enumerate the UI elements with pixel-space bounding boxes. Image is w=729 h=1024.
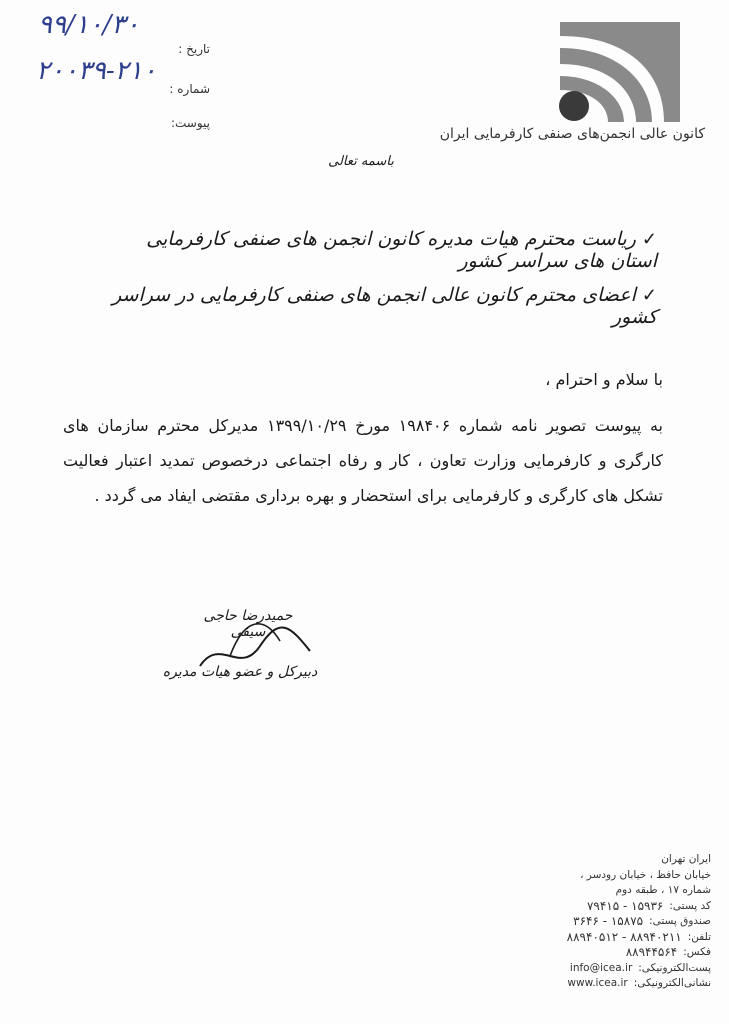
date-label: تاریخ : — [178, 42, 210, 56]
postal-code: کد پستی: ۷۹۴۱۵ - ۱۵۹۳۶ — [586, 898, 711, 913]
checkmark-icon: ✓ — [641, 285, 657, 306]
contact-info — [511, 852, 711, 992]
signer-name: حمیدرضا حاجی سیفی — [203, 608, 293, 640]
checkmark-icon: ✓ — [641, 229, 657, 250]
handwritten-date: ۹۹/۱۰/۳۰ — [38, 10, 140, 40]
body-paragraph: به پیوست تصویر نامه شماره ۱۹۸۴۰۶ مورخ ۱۳۹۹/۱۰/۲۹ مدیرکل محترم سازمان های کارگری و کارفرمایی وزارت تعاون ، کار و رفاه اجتماعی درخصوص تمدید اعتبار فعالیت تشکل های کارگری و کارفرمایی برای استحضار و بهره برداری مقتضی ایفاد می گردد . — [63, 416, 664, 505]
greeting: با سلام و احترام ، — [545, 370, 663, 389]
attachment-label: پیوست: — [170, 116, 210, 130]
email: پست‌الکترونیکی: info@icea.ir — [569, 961, 711, 974]
recipient-text: اعضای محترم کانون عالی انجمن های صنفی کارفرمایی در سراسر کشور — [112, 284, 657, 328]
address-line: شماره ۱۷ ، طبقه دوم — [615, 884, 711, 896]
wifi-signal-icon — [548, 12, 688, 130]
fax: فکس: ۸۸۹۴۴۵۶۴ — [625, 945, 711, 959]
handwritten-reference-number: ۲۰۰۳۹-۲۱۰ — [36, 56, 157, 86]
basmala: باسمه تعالی — [328, 154, 394, 169]
address-line: ایران تهران — [661, 853, 711, 865]
recipient-line — [97, 228, 657, 272]
recipient-text: ریاست محترم هیات مدیره کانون انجمن های صنفی کارفرمایی استان های سراسر کشور — [146, 228, 657, 272]
address-line: خیابان حافظ ، خیابان رودسر ، — [580, 868, 711, 881]
po-box: صندوق پستی: ۳۶۴۶ - ۱۵۸۷۵ — [573, 914, 711, 928]
website: نشانی‌الکترونیکی: www.icea.ir — [567, 977, 711, 989]
signer-title: دبیرکل و عضو هیات مدیره — [162, 664, 318, 680]
number-label: شماره : — [169, 82, 210, 96]
organization-name: کانون عالی انجمن‌های صنفی کارفرمایی ایران — [439, 126, 705, 142]
recipient-line — [97, 284, 657, 328]
phone: تلفن: ۸۸۹۴۰۵۱۲ - ۸۸۹۴۰۲۱۱ — [566, 929, 711, 944]
